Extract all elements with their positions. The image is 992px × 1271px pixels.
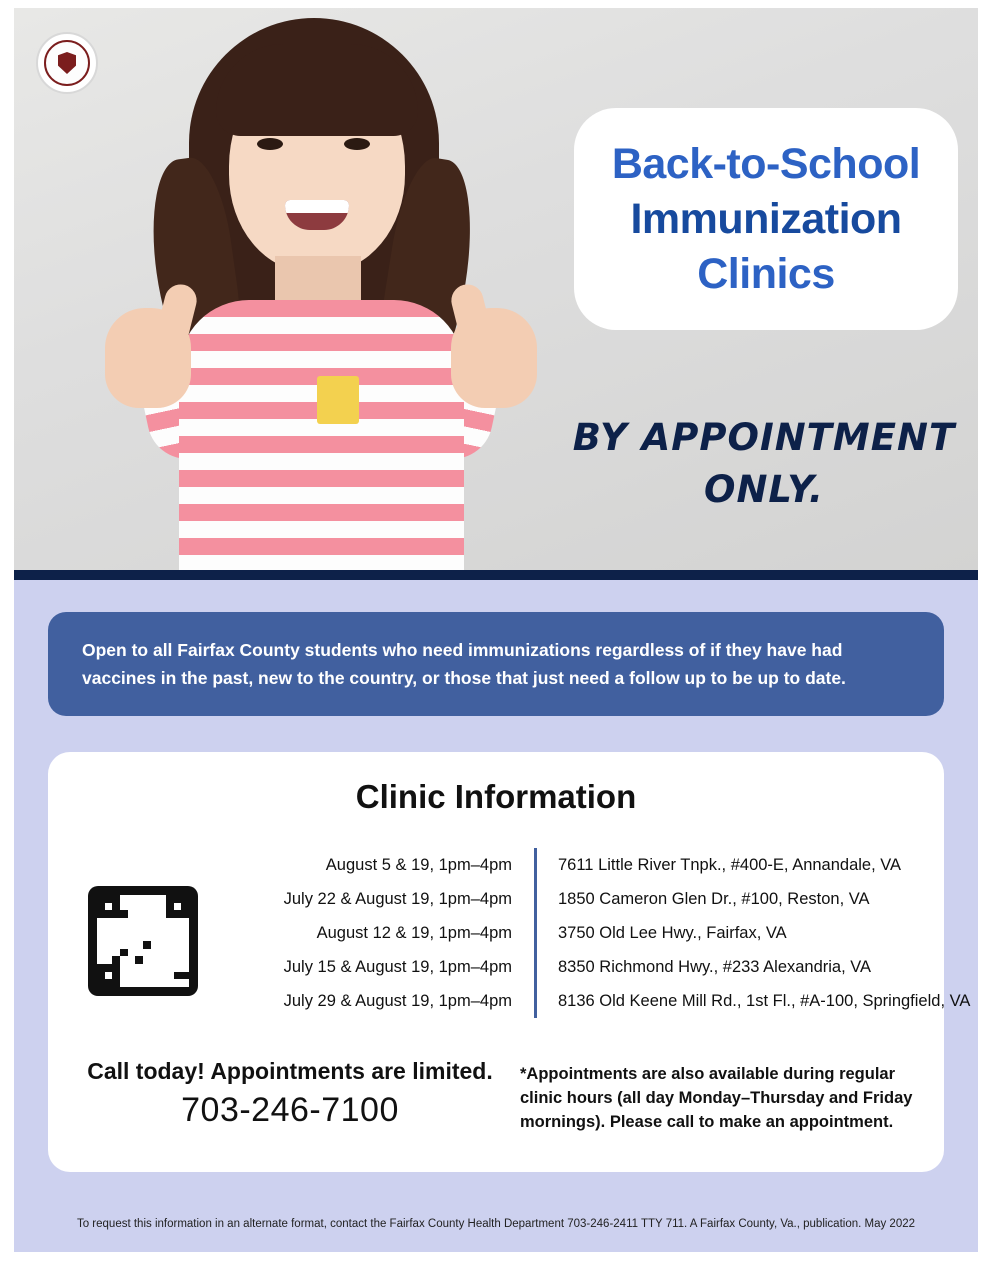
clinic-address: 7611 Little River Tnpk., #400-E, Annandale, VA [558, 855, 902, 874]
seal-inner [44, 40, 90, 86]
column-divider [534, 848, 537, 882]
column-divider [534, 882, 537, 916]
child-photo-illustration [69, 8, 569, 574]
clinic-date-time: July 15 & August 19, 1pm–4pm [283, 957, 512, 976]
eligibility-banner [48, 612, 944, 716]
striped-shirt [179, 300, 464, 574]
clinic-schedule-table [248, 848, 971, 1018]
clinic-date-time: August 5 & 19, 1pm–4pm [325, 855, 512, 874]
clinic-address: 1850 Cameron Glen Dr., #100, Reston, VA [558, 889, 870, 908]
phone-number[interactable]: 703-246-7100 [181, 1091, 399, 1129]
call-today-heading: Call today! Appointments are limited. [87, 1058, 493, 1084]
bangs-shape [216, 44, 418, 136]
clinic-information-heading: Clinic Information [355, 778, 637, 815]
title-card [574, 108, 958, 330]
title-line-2: Immunization [630, 194, 902, 243]
fairfax-county-seal-icon [36, 32, 98, 94]
qr-code-grid [97, 895, 189, 987]
call-block [70, 1058, 510, 1130]
title-line-1: Back-to-School [611, 139, 921, 188]
qr-code-icon[interactable] [88, 886, 198, 996]
appointment-note: *Appointments are also available during regular clinic hours (all day Monday–Thursday and Friday mornings). Please call to make an appointment. [520, 1065, 913, 1131]
title-line-3: Clinics [697, 249, 835, 298]
by-appointment-only-text: BY APPOINTMENT ONLY. [572, 416, 956, 511]
clinic-information-card [48, 752, 971, 1172]
hero-photo [14, 8, 978, 574]
hero-divider [14, 570, 978, 580]
clinic-address: 8136 Old Keene Mill Rd., 1st Fl., #A-100, Springfield, VA [558, 991, 971, 1010]
clinic-date-time: July 29 & August 19, 1pm–4pm [283, 991, 512, 1010]
eye-left [257, 138, 283, 150]
clinic-address: 3750 Old Lee Hwy., Fairfax, VA [558, 923, 787, 942]
footer-text: To request this information in an alternate format, contact the Fairfax County Health Department 703-246-2411 TTY 711. A Fairfax County, Va., publication. May 2022 [76, 1218, 916, 1230]
column-divider [534, 950, 537, 984]
eye-right [344, 138, 370, 150]
column-divider [534, 916, 537, 950]
eligibility-banner-text: Open to all Fairfax County students who need immunizations regardless of if they have had vaccines in the past, new to the country, or those that just need a follow up to be up to date. [82, 640, 846, 688]
clinic-address: 8350 Richmond Hwy., #233 Alexandria, VA [558, 957, 872, 976]
column-divider [534, 984, 537, 1018]
clinic-date-time: July 22 & August 19, 1pm–4pm [283, 889, 512, 908]
shirt-pocket [317, 376, 359, 424]
clinic-date-time: August 12 & 19, 1pm–4pm [316, 923, 512, 942]
